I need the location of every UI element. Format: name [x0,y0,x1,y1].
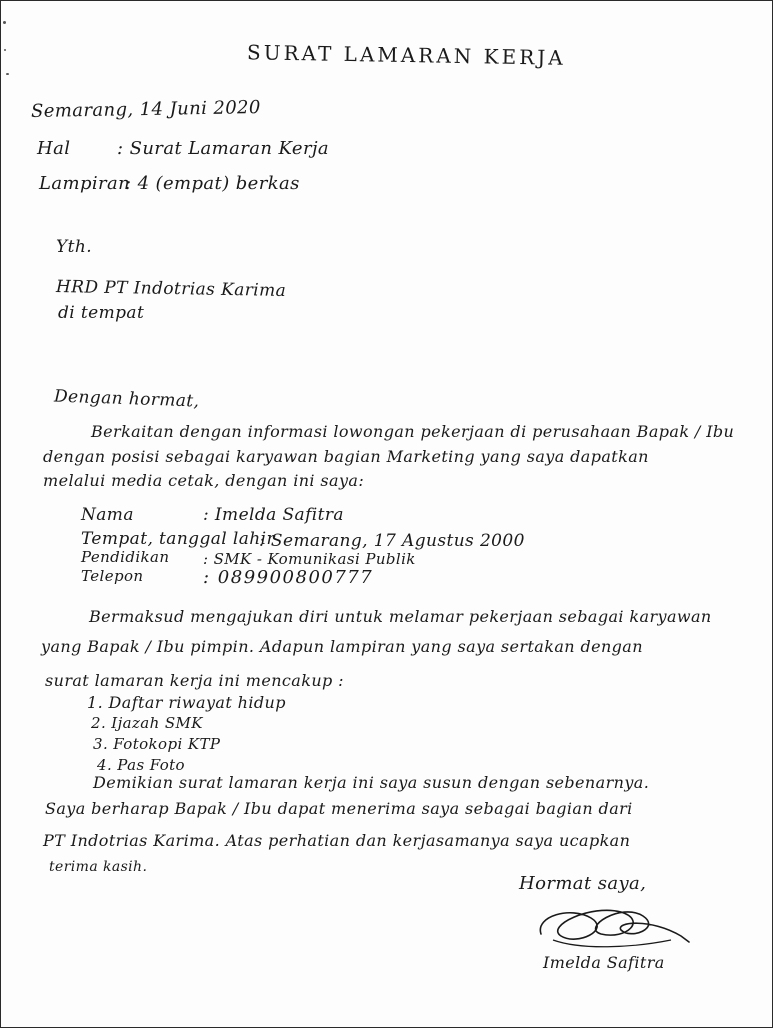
identity-edu-label: Pendidikan [81,548,170,566]
attachment-item: 4. Pas Foto [97,756,185,774]
identity-name-value: : Imelda Safitra [203,505,344,525]
scan-speck [6,73,9,75]
identity-birth-value: : Semarang, 17 Agustus 2000 [259,531,525,551]
para3-line: PT Indotrias Karima. Atas perhatian dan kerjasamanya saya ucapkan [43,831,631,850]
para3-line: Saya berharap Bapak / Ibu dapat menerima saya sebagai bagian dari [45,799,633,818]
closing: Hormat saya, [519,873,647,894]
identity-phone-value: : 089900800777 [203,567,374,588]
identity-birth-label: Tempat, tanggal lahir [81,529,275,549]
recipient-yth: Yth. [56,237,93,257]
recipient-company: HRD PT Indotrias Karima [55,276,287,302]
lampiran-value: : 4 (empat) berkas [125,173,300,194]
hal-value: : Surat Lamaran Kerja [117,138,330,159]
letter-title: SURAT LAMARAN KERJA [246,40,566,70]
signer-name: Imelda Safitra [543,953,665,972]
recipient-place: di tempat [58,303,145,323]
attachment-item: 2. Ijazah SMK [91,714,203,732]
para3-line: terima kasih. [49,859,148,875]
para1-line: melalui media cetak, dengan ini saya: [43,471,365,490]
para2-line: Bermaksud mengajukan diri untuk melamar pekerjaan sebagai karyawan [89,607,712,626]
para1-line: Berkaitan dengan informasi lowongan pekerjaan di perusahaan Bapak / Ibu [91,422,735,441]
para1-line: dengan posisi sebagai karyawan bagian Marketing yang saya dapatkan [43,447,649,466]
para2-line: yang Bapak / Ibu pimpin. Adapun lampiran yang saya sertakan dengan [41,637,643,656]
identity-edu-value: : SMK - Komunikasi Publik [203,550,416,568]
scan-speck [3,21,6,24]
date-line: Semarang, 14 Juni 2020 [30,96,261,123]
attachment-item: 1. Daftar riwayat hidup [87,693,286,712]
scan-speck [4,49,6,51]
signature-mark [531,896,701,956]
identity-phone-label: Telepon [81,567,144,585]
hal-label: Hal [37,138,71,159]
para3-line: Demikian surat lamaran kerja ini saya susun dengan sebenarnya. [93,773,650,792]
attachment-item: 3. Fotokopi KTP [93,735,221,753]
para2-line: surat lamaran kerja ini mencakup : [45,671,344,690]
greeting: Dengan hormat, [53,386,200,412]
lampiran-label: Lampiran [39,173,131,194]
identity-name-label: Nama [81,505,134,525]
